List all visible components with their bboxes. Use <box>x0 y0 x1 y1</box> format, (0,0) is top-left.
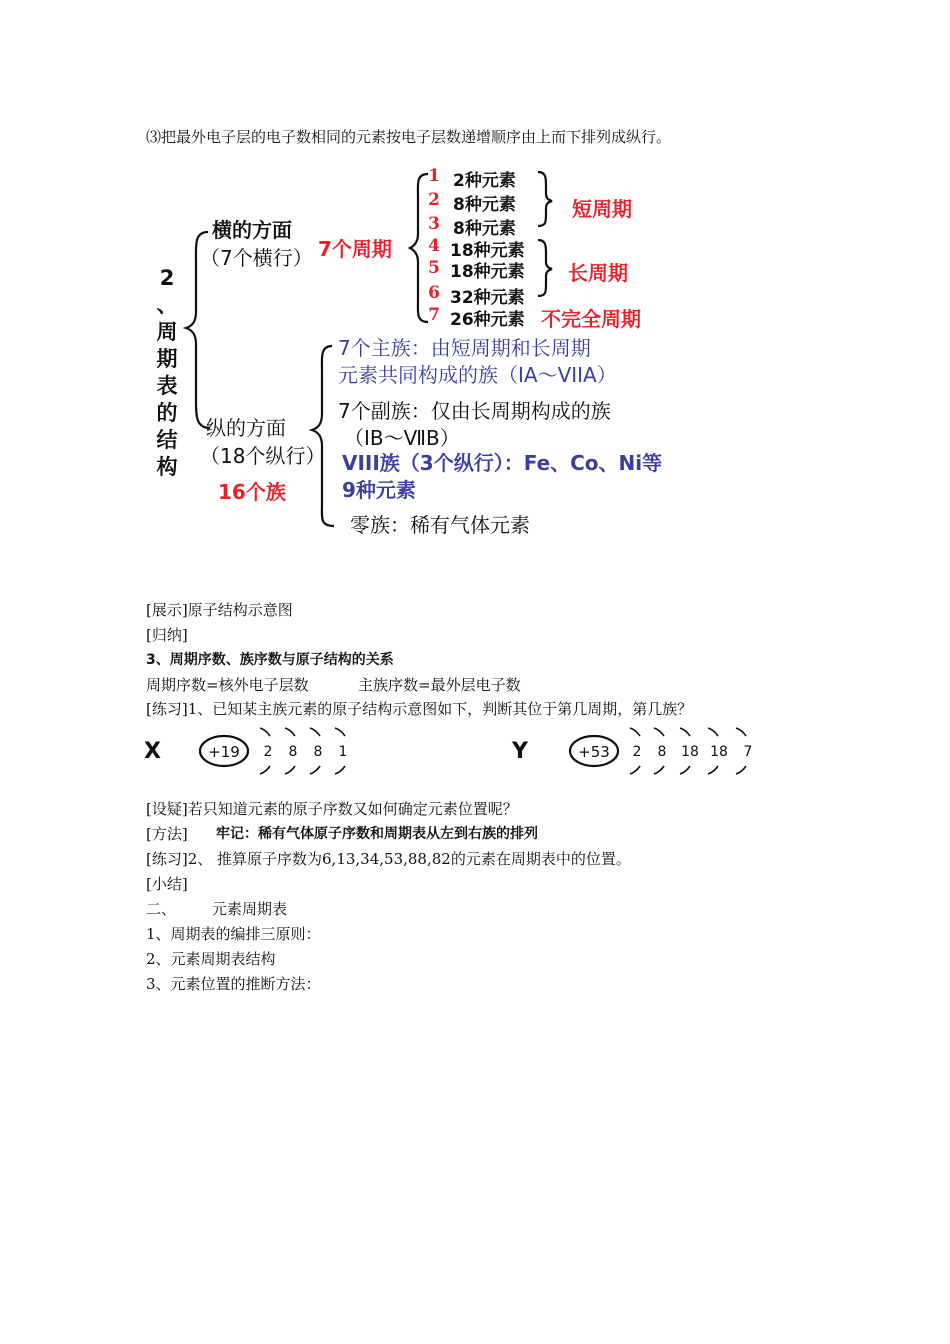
sixteen-groups: 16个族 <box>218 480 286 504</box>
group-viii-line1: VIII族（3个纵行）：Fe、Co、Ni等 <box>342 451 663 475</box>
shell-count: 7 <box>743 744 753 760</box>
zero-group: 零族：稀有气体元素 <box>350 513 530 537</box>
incomplete-period-label: 不完全周期 <box>541 307 641 331</box>
period-elements: 8种元素 <box>453 195 516 215</box>
item-1: 1、周期表的编排三原则： <box>146 925 321 943</box>
atom-symbol: Y <box>512 739 528 764</box>
vertical-title-char: 表 <box>156 374 178 398</box>
atom-nucleus: +19 <box>208 743 240 761</box>
shell-count: 1 <box>338 744 348 760</box>
method-label: [方法] <box>146 825 188 843</box>
period-number: 5 <box>428 258 440 278</box>
vertical-title-char: 2 <box>159 266 175 290</box>
exercise-2: [练习]2、 推算原子序数为6,13,34,53,88,82的元素在周期表中的位置。 <box>146 850 631 868</box>
relation-group: 主族序数=最外层电子数 <box>358 676 521 694</box>
vertical-title-char: 期 <box>156 347 178 371</box>
show-line: [展示]原子结构示意图 <box>146 601 293 619</box>
atom-nucleus: +53 <box>578 743 610 761</box>
item-2: 2、元素周期表结构 <box>146 950 276 968</box>
heading-3: 3、周期序数、族序数与原子结构的关系 <box>146 652 394 668</box>
atom-symbol: X <box>144 739 161 764</box>
period-number: 7 <box>428 305 440 325</box>
period-elements: 26种元素 <box>450 310 525 330</box>
vertical-title-char: 周 <box>156 320 178 344</box>
horizontal-sub: （7个横行） <box>200 246 313 270</box>
period-number: 1 <box>428 166 440 186</box>
sub-groups-line2: （ⅠB～ⅦB） <box>344 426 460 450</box>
period-elements: 2种元素 <box>453 171 516 191</box>
item-3: 3、元素位置的推断方法： <box>146 975 321 993</box>
main-groups-line1: 7个主族：由短周期和长周期 <box>338 336 591 360</box>
intro-text: ⑶把最外电子层的电子数相同的元素按电子层数递增顺序由上而下排列成纵行。 <box>146 128 672 146</box>
period-number: 6 <box>428 283 440 303</box>
method-text: 牢记：稀有气体原子序数和周期表从左到右族的排列 <box>216 826 538 842</box>
exercise-1: [练习]1、已知某主族元素的原子结构示意图如下，判断其位于第几周期，第几族？ <box>146 700 693 718</box>
seven-periods: 7个周期 <box>318 237 392 261</box>
vertical-title-char: 结 <box>156 428 178 452</box>
group-viii-line2: 9种元素 <box>342 478 416 502</box>
summary-line: [小结] <box>146 875 188 893</box>
relation-period: 周期序数=核外电子层数 <box>146 676 309 694</box>
sub-groups-line1: 7个副族：仅由长周期构成的族 <box>338 399 611 423</box>
shell-count: 18 <box>710 744 728 760</box>
shell-count: 18 <box>681 744 699 760</box>
shell-count: 8 <box>288 744 298 760</box>
period-elements: 32种元素 <box>450 288 525 308</box>
period-elements: 18种元素 <box>450 262 525 282</box>
summarize-line: [归纳] <box>146 626 188 644</box>
short-period-label: 短周期 <box>572 197 632 221</box>
period-number: 2 <box>428 190 440 210</box>
period-number: 4 <box>428 236 440 256</box>
atom-diagram-y <box>508 722 763 780</box>
period-elements: 18种元素 <box>450 241 525 261</box>
shell-count: 2 <box>263 744 273 760</box>
question-line: [设疑]若只知道元素的原子序数又如何确定元素位置呢？ <box>146 800 518 818</box>
shell-count: 8 <box>313 744 323 760</box>
horizontal-label: 横的方面 <box>212 218 292 242</box>
long-period-label: 长周期 <box>568 261 628 285</box>
main-groups-line2: 元素共同构成的族（IA～VIIA） <box>338 363 617 387</box>
period-elements: 8种元素 <box>453 219 516 239</box>
vertical-title-char: 构 <box>156 455 178 479</box>
vertical-title-char: 、 <box>156 293 178 317</box>
vertical-title-char: 的 <box>156 401 178 425</box>
shell-count: 2 <box>632 744 642 760</box>
period-number: 3 <box>428 214 440 234</box>
atom-diagram-x <box>140 722 360 780</box>
vertical-label: 纵的方面 <box>206 416 286 440</box>
vertical-title <box>155 265 179 481</box>
shell-count: 8 <box>657 744 667 760</box>
vertical-sub: （18个纵行） <box>200 444 326 468</box>
section-title: 元素周期表 <box>212 900 288 918</box>
section-number: 二、 <box>146 900 177 918</box>
